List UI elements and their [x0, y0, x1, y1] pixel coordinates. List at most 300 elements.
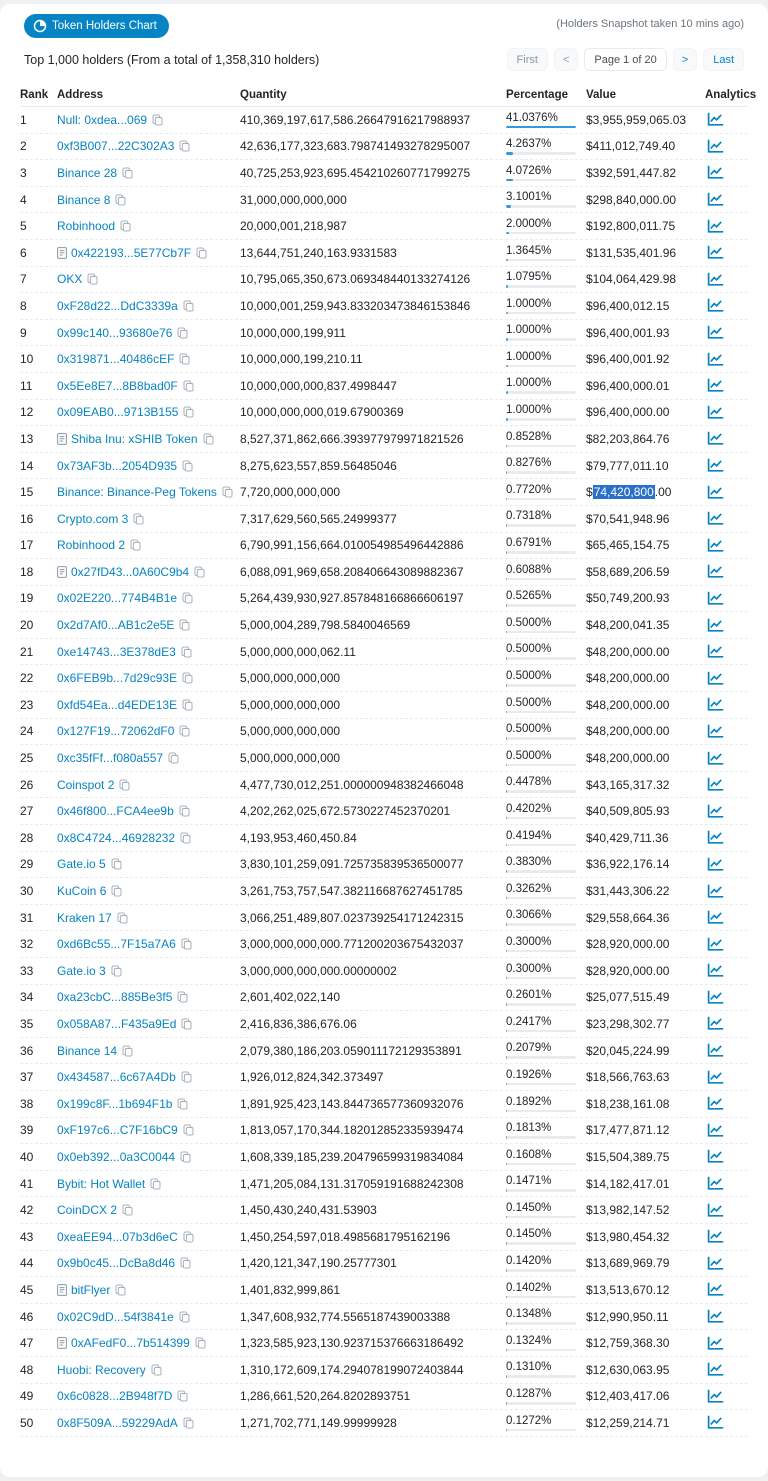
percentage-bar-track: [506, 923, 576, 926]
copy-address-button[interactable]: [87, 273, 98, 285]
copy-address-button[interactable]: [179, 619, 190, 631]
table-row: [20, 1304, 748, 1331]
analytics-chart-icon[interactable]: [707, 857, 724, 872]
address-cell: [57, 1070, 240, 1084]
address-link[interactable]: 0x127F19...72062dF0: [57, 724, 174, 738]
value-cell: [586, 1203, 705, 1217]
address-cell: [57, 831, 240, 845]
analytics-chart-icon[interactable]: [707, 1043, 724, 1058]
percentage-text: 0.6088%: [506, 564, 551, 576]
token-holders-chart-button[interactable]: [24, 14, 169, 38]
address-link[interactable]: bitFlyer: [71, 1283, 110, 1297]
analytics-chart-icon[interactable]: [707, 1176, 724, 1191]
percentage-bar-track: [506, 551, 576, 554]
analytics-cell: [705, 1203, 748, 1218]
address-link[interactable]: Binance 28: [57, 166, 117, 180]
analytics-cell: [705, 963, 748, 978]
percentage-cell: [506, 1388, 586, 1405]
copy-address-button[interactable]: [151, 1364, 162, 1376]
address-cell: [57, 857, 240, 871]
value-cell: [586, 1070, 705, 1084]
percentage-text: 0.5000%: [506, 697, 551, 709]
value-selection-wrap: [586, 485, 671, 499]
percentage-cell: [506, 191, 586, 208]
analytics-chart-icon[interactable]: [707, 1229, 724, 1244]
address-link[interactable]: OKX: [57, 272, 82, 286]
copy-address-button[interactable]: [222, 486, 233, 498]
percentage-cell: [506, 883, 586, 900]
percentage-cell: [506, 723, 586, 740]
copy-address-button[interactable]: [183, 1124, 194, 1136]
rank-cell: 29: [20, 857, 57, 871]
address-link[interactable]: 0xF197c6...C7F16bC9: [57, 1123, 178, 1137]
analytics-chart-icon[interactable]: [707, 697, 724, 712]
address-link[interactable]: 0x8F509A...59229AdA: [57, 1416, 178, 1430]
percentage-bar-fill: [506, 498, 507, 501]
analytics-chart-icon[interactable]: [707, 830, 724, 845]
address-link[interactable]: Robinhood: [57, 219, 115, 233]
copy-address-button[interactable]: [182, 460, 193, 472]
copy-address-button[interactable]: [195, 1337, 206, 1349]
copy-address-button[interactable]: [181, 938, 192, 950]
address-link[interactable]: Gate.io 5: [57, 857, 106, 871]
percentage-bar-track: [506, 1375, 576, 1378]
copy-address-button[interactable]: [181, 1071, 192, 1083]
address-link[interactable]: 0x319871...40486cEF: [57, 352, 174, 366]
analytics-chart-icon[interactable]: [707, 1282, 724, 1297]
address-cell: [57, 432, 240, 446]
percentage-bar-track: [506, 391, 576, 394]
copy-address-button[interactable]: [117, 912, 128, 924]
address-link[interactable]: Crypto.com 3: [57, 512, 128, 526]
analytics-cell: [705, 1123, 748, 1138]
analytics-cell: [705, 751, 748, 766]
address-link[interactable]: Bybit: Hot Wallet: [57, 1177, 145, 1191]
copy-address-button[interactable]: [203, 433, 214, 445]
percentage-bar-fill: [506, 338, 508, 341]
percentage-bar-fill: [506, 711, 507, 714]
analytics-chart-icon[interactable]: [707, 937, 724, 952]
analytics-chart-icon[interactable]: [707, 1123, 724, 1138]
address-link[interactable]: 0x6c0828...2B948f7D: [57, 1389, 172, 1403]
copy-address-button[interactable]: [179, 353, 190, 365]
percentage-bar-fill: [506, 471, 507, 474]
analytics-cell: [705, 884, 748, 899]
analytics-chart-icon[interactable]: [707, 1070, 724, 1085]
copy-address-button[interactable]: [119, 779, 130, 791]
analytics-chart-icon[interactable]: [707, 1016, 724, 1031]
analytics-chart-icon[interactable]: [707, 1389, 724, 1404]
analytics-chart-icon[interactable]: [707, 1203, 724, 1218]
copy-address-button[interactable]: [179, 725, 190, 737]
address-link[interactable]: Binance 14: [57, 1044, 117, 1058]
analytics-chart-icon[interactable]: [707, 751, 724, 766]
copy-address-button[interactable]: [177, 327, 188, 339]
percentage-bar-track: [506, 418, 576, 421]
copy-address-button[interactable]: [122, 1204, 133, 1216]
percentage-bar-track: [506, 870, 576, 873]
table-row: [20, 187, 748, 214]
analytics-cell: [705, 538, 748, 553]
value-text: $58,689,206.59: [586, 565, 669, 579]
value-text: $131,535,401.96: [586, 246, 676, 260]
analytics-chart-icon[interactable]: [707, 511, 724, 526]
copy-address-button[interactable]: [120, 220, 131, 232]
copy-address-button[interactable]: [182, 592, 193, 604]
percentage-bar-track: [506, 897, 576, 900]
rank-cell: 30: [20, 884, 57, 898]
address-link[interactable]: 0xd6Bc55...7F15a7A6: [57, 937, 176, 951]
address-link[interactable]: Coinspot 2: [57, 778, 114, 792]
percentage-text: 1.3645%: [506, 245, 551, 257]
analytics-chart-icon[interactable]: [707, 272, 724, 287]
address-link[interactable]: 0xfd54Ea...d4EDE13E: [57, 698, 177, 712]
address-link[interactable]: Huobi: Recovery: [57, 1363, 146, 1377]
copy-address-button[interactable]: [180, 832, 191, 844]
quantity-cell: 3,261,753,757,547.382116687627451785: [240, 884, 506, 898]
address-link[interactable]: 0x09EAB0...9713B155: [57, 405, 178, 419]
address-cell: [57, 485, 240, 499]
analytics-chart-icon[interactable]: [707, 1336, 724, 1351]
quantity-cell: 42,636,177,323,683.798741493278295007: [240, 139, 506, 153]
quantity-cell: 8,275,623,557,859.56485046: [240, 459, 506, 473]
address-link[interactable]: Binance: Binance-Peg Tokens: [57, 485, 217, 499]
value-text: $12,630,063.95: [586, 1363, 669, 1377]
analytics-cell: [705, 1336, 748, 1351]
address-link[interactable]: 0x27fD43...0A60C9b4: [71, 565, 189, 579]
address-link[interactable]: 0x73AF3b...2054D935: [57, 459, 177, 473]
analytics-chart-icon[interactable]: [707, 112, 724, 127]
copy-address-button[interactable]: [183, 1231, 194, 1243]
address-link[interactable]: 0x058A87...F435a9Ed: [57, 1017, 176, 1031]
analytics-chart-icon[interactable]: [707, 139, 724, 154]
analytics-chart-icon[interactable]: [707, 378, 724, 393]
percentage-bar-track: [506, 152, 576, 155]
address-link[interactable]: 0x199c8F...1b694F1b: [57, 1097, 172, 1111]
table-row: [20, 612, 748, 639]
percentage-bar-track: [506, 1030, 576, 1033]
analytics-chart-icon[interactable]: [707, 485, 724, 500]
address-cell: [57, 1123, 240, 1137]
address-link[interactable]: 0xf3B007...22C302A3: [57, 139, 174, 153]
percentage-cell: [506, 245, 586, 262]
value-text: $13,689,969.79: [586, 1256, 669, 1270]
value-cell: [586, 1017, 705, 1031]
table-row: [20, 878, 748, 905]
copy-address-button[interactable]: [115, 1284, 126, 1296]
address-cell: [57, 299, 240, 313]
address-cell: [57, 565, 240, 579]
copy-address-button[interactable]: [133, 513, 144, 525]
analytics-chart-icon[interactable]: [707, 564, 724, 579]
value-cell: [586, 405, 705, 419]
address-link[interactable]: 0xe14743...3E378dE3: [57, 645, 176, 659]
address-link[interactable]: Robinhood 2: [57, 538, 125, 552]
copy-address-button[interactable]: [181, 646, 192, 658]
address-link[interactable]: 0x02E220...774B4B1e: [57, 591, 177, 605]
address-link[interactable]: 0x6FEB9b...7d29c93E: [57, 671, 177, 685]
quantity-cell: 2,416,836,386,676.06: [240, 1017, 506, 1031]
percentage-cell: [506, 324, 586, 341]
percentage-bar-track: [506, 790, 576, 793]
analytics-chart-icon[interactable]: [707, 724, 724, 739]
analytics-chart-icon[interactable]: [707, 325, 724, 340]
value-cell: [586, 964, 705, 978]
analytics-chart-icon[interactable]: [707, 538, 724, 553]
address-cell: [57, 1203, 240, 1217]
address-link[interactable]: Shiba Inu: xSHIB Token: [71, 432, 198, 446]
percentage-text: 4.2637%: [506, 138, 551, 150]
table-row: [20, 1384, 748, 1411]
analytics-cell: [705, 1282, 748, 1297]
analytics-chart-icon[interactable]: [707, 671, 724, 686]
analytics-chart-icon[interactable]: [707, 990, 724, 1005]
copy-address-button[interactable]: [168, 752, 179, 764]
holders-summary: Top 1,000 holders (From a total of 1,358,310 holders): [24, 53, 319, 67]
quantity-cell: 5,000,004,289,798.5840046569: [240, 618, 506, 632]
address-link[interactable]: KuCoin 6: [57, 884, 106, 898]
copy-address-button[interactable]: [122, 1045, 133, 1057]
value-cell: [586, 1150, 705, 1164]
value-text: $18,566,763.63: [586, 1070, 669, 1084]
analytics-chart-icon[interactable]: [707, 1149, 724, 1164]
percentage-bar-track: [506, 950, 576, 953]
copy-address-button[interactable]: [183, 380, 194, 392]
value-text: $13,980,454.32: [586, 1230, 669, 1244]
analytics-chart-icon[interactable]: [707, 458, 724, 473]
pagination-last-button[interactable]: Last: [703, 48, 744, 71]
analytics-chart-icon[interactable]: [707, 405, 724, 420]
address-link[interactable]: 0xF28d22...DdC3339a: [57, 299, 178, 313]
rank-cell: 15: [20, 485, 57, 499]
pagination-first-button[interactable]: First: [507, 48, 548, 71]
percentage-bar-fill: [506, 684, 507, 687]
address-link[interactable]: Binance 8: [57, 193, 110, 207]
analytics-cell: [705, 1229, 748, 1244]
copy-address-button[interactable]: [182, 699, 193, 711]
address-link[interactable]: 0xa23cbC...885Be3f5: [57, 990, 172, 1004]
pagination-next-button[interactable]: >: [673, 48, 697, 71]
percentage-cell: [506, 537, 586, 554]
rank-cell: 20: [20, 618, 57, 632]
analytics-chart-icon[interactable]: [707, 298, 724, 313]
value-text: $48,200,000.00: [586, 671, 669, 685]
value-cell: [586, 113, 705, 127]
address-link[interactable]: 0x46f800...FCA4ee9b: [57, 804, 174, 818]
address-link[interactable]: 0xeaEE94...07b3d6eC: [57, 1230, 178, 1244]
address-cell: [57, 1336, 240, 1350]
value-cell: [586, 193, 705, 207]
copy-address-button[interactable]: [194, 566, 205, 578]
address-link[interactable]: 0x8C4724...46928232: [57, 831, 175, 845]
analytics-chart-icon[interactable]: [707, 963, 724, 978]
address-link[interactable]: 0x99c140...93680e76: [57, 326, 172, 340]
table-row: [20, 240, 748, 267]
analytics-chart-icon[interactable]: [707, 777, 724, 792]
value-text: $48,200,041.35: [586, 618, 669, 632]
copy-address-button[interactable]: [182, 672, 193, 684]
percentage-bar-fill: [506, 604, 507, 607]
analytics-cell: [705, 1256, 748, 1271]
copy-address-button[interactable]: [130, 539, 141, 551]
value-cell: [586, 618, 705, 632]
value-text: $392,591,447.82: [586, 166, 676, 180]
value-text: $36,922,176.14: [586, 857, 669, 871]
percentage-bar-track: [506, 498, 576, 501]
percentage-bar-track: [506, 1136, 576, 1139]
quantity-cell: 5,000,000,000,000: [240, 751, 506, 765]
analytics-chart-icon[interactable]: [707, 591, 724, 606]
percentage-bar-track: [506, 1429, 576, 1432]
analytics-chart-icon[interactable]: [707, 910, 724, 925]
rank-cell: 11: [20, 379, 57, 393]
table-row: [20, 400, 748, 427]
quantity-cell: 5,000,000,000,000: [240, 671, 506, 685]
quantity-cell: 5,264,439,930,927.857848166866606197: [240, 591, 506, 605]
analytics-chart-icon[interactable]: [707, 352, 724, 367]
percentage-bar-track: [506, 126, 576, 129]
analytics-chart-icon[interactable]: [707, 884, 724, 899]
copy-address-button[interactable]: [183, 1417, 194, 1429]
copy-address-button[interactable]: [111, 965, 122, 977]
analytics-chart-icon[interactable]: [707, 1415, 724, 1430]
copy-address-button[interactable]: [111, 885, 122, 897]
address-link[interactable]: 0xAFedF0...7b514399: [71, 1336, 190, 1350]
value-cell: [586, 884, 705, 898]
address-link[interactable]: Kraken 17: [57, 911, 112, 925]
percentage-cell: [506, 989, 586, 1006]
percentage-text: 0.1892%: [506, 1096, 551, 1108]
copy-address-button[interactable]: [180, 1151, 191, 1163]
percentage-text: 0.7720%: [506, 484, 551, 496]
table-row: [20, 798, 748, 825]
rank-cell: 36: [20, 1044, 57, 1058]
contract-file-icon: [57, 1337, 67, 1349]
copy-address-button[interactable]: [177, 1098, 188, 1110]
analytics-chart-icon[interactable]: [707, 1256, 724, 1271]
pagination-prev-button[interactable]: <: [554, 48, 578, 71]
copy-address-button[interactable]: [181, 1018, 192, 1030]
value-text: $40,429,711.36: [586, 831, 669, 845]
address-cell: [57, 911, 240, 925]
quantity-cell: 10,000,000,199,911: [240, 326, 506, 340]
quantity-cell: 3,830,101,259,091.725735839536500077: [240, 857, 506, 871]
analytics-chart-icon[interactable]: [707, 165, 724, 180]
address-link[interactable]: 0x434587...6c67A4Db: [57, 1070, 176, 1084]
percentage-bar-track: [506, 338, 576, 341]
percentage-text: 0.1272%: [506, 1415, 551, 1427]
value-text: $13,513,670.12: [586, 1283, 669, 1297]
percentage-bar-fill: [506, 817, 507, 820]
analytics-chart-icon[interactable]: [707, 1362, 724, 1377]
address-link[interactable]: 0x02C9dD...54f3841e: [57, 1310, 174, 1324]
percentage-bar-fill: [506, 844, 507, 847]
quantity-cell: 1,310,172,609,174.294078199072403844: [240, 1363, 506, 1377]
copy-address-button[interactable]: [183, 300, 194, 312]
value-text: $13,982,147.52: [586, 1203, 669, 1217]
value-cell: [586, 937, 705, 951]
analytics-chart-icon[interactable]: [707, 1096, 724, 1111]
percentage-text: 0.6791%: [506, 537, 551, 549]
value-cell: [586, 751, 705, 765]
value-cell: [586, 1230, 705, 1244]
address-cell: [57, 219, 240, 233]
copy-address-button[interactable]: [183, 406, 194, 418]
value-cell: [586, 698, 705, 712]
percentage-bar-fill: [506, 285, 508, 288]
address-cell: [57, 326, 240, 340]
analytics-chart-icon[interactable]: [707, 219, 724, 234]
copy-address-button[interactable]: [179, 140, 190, 152]
address-link[interactable]: 0x9b0c45...DcBa8d46: [57, 1256, 175, 1270]
copy-address-button[interactable]: [196, 247, 207, 259]
copy-address-button[interactable]: [179, 805, 190, 817]
percentage-cell: [506, 803, 586, 820]
copy-address-button[interactable]: [150, 1178, 161, 1190]
address-link[interactable]: 0x0eb392...0a3C0044: [57, 1150, 175, 1164]
value-cell: [586, 272, 705, 286]
address-cell: [57, 990, 240, 1004]
copy-address-button[interactable]: [180, 1257, 191, 1269]
copy-address-button[interactable]: [177, 1390, 188, 1402]
address-link[interactable]: 0xc35fFf...f080a557: [57, 751, 163, 765]
header-value: Value: [586, 89, 705, 101]
copy-address-button[interactable]: [111, 858, 122, 870]
analytics-chart-icon[interactable]: [707, 192, 724, 207]
analytics-chart-icon[interactable]: [707, 245, 724, 260]
analytics-chart-icon[interactable]: [707, 804, 724, 819]
address-link[interactable]: 0x422193...5E77Cb7F: [71, 246, 191, 260]
table-row: [20, 719, 748, 746]
address-link[interactable]: CoinDCX 2: [57, 1203, 117, 1217]
address-cell: [57, 538, 240, 552]
value-text: $20,045,224.99: [586, 1044, 669, 1058]
percentage-cell: [506, 484, 586, 501]
table-row: [20, 692, 748, 719]
copy-address-button[interactable]: [122, 167, 133, 179]
copy-address-button[interactable]: [177, 991, 188, 1003]
analytics-cell: [705, 325, 748, 340]
analytics-chart-icon[interactable]: [707, 1309, 724, 1324]
quantity-cell: 410,369,197,617,586.26647916217988937: [240, 113, 506, 127]
address-link[interactable]: 0x2d7Af0...AB1c2e5E: [57, 618, 174, 632]
address-link[interactable]: Gate.io 3: [57, 964, 106, 978]
value-text: $48,200,000.00: [586, 698, 669, 712]
percentage-text: 0.5000%: [506, 643, 551, 655]
token-holders-chart-label: Token Holders Chart: [52, 20, 157, 32]
value-text: $28,920,000.00: [586, 937, 669, 951]
analytics-chart-icon[interactable]: [707, 644, 724, 659]
analytics-chart-icon[interactable]: [707, 431, 724, 446]
analytics-cell: [705, 1016, 748, 1031]
table-row: [20, 134, 748, 161]
analytics-cell: [705, 990, 748, 1005]
percentage-bar-fill: [506, 551, 507, 554]
address-link[interactable]: 0x5Ee8E7...8B8bad0F: [57, 379, 178, 393]
rank-cell: 44: [20, 1256, 57, 1270]
copy-address-button[interactable]: [152, 114, 163, 126]
percentage-bar-track: [506, 684, 576, 687]
percentage-bar-track: [506, 1322, 576, 1325]
analytics-chart-icon[interactable]: [707, 618, 724, 633]
address-link[interactable]: Null: 0xdea...069: [57, 113, 147, 127]
value-cell: [586, 990, 705, 1004]
analytics-cell: [705, 1070, 748, 1085]
table-row: [20, 1410, 748, 1437]
header-analytics: Analytics: [705, 89, 748, 101]
copy-address-button[interactable]: [115, 194, 126, 206]
copy-address-button[interactable]: [179, 1311, 190, 1323]
